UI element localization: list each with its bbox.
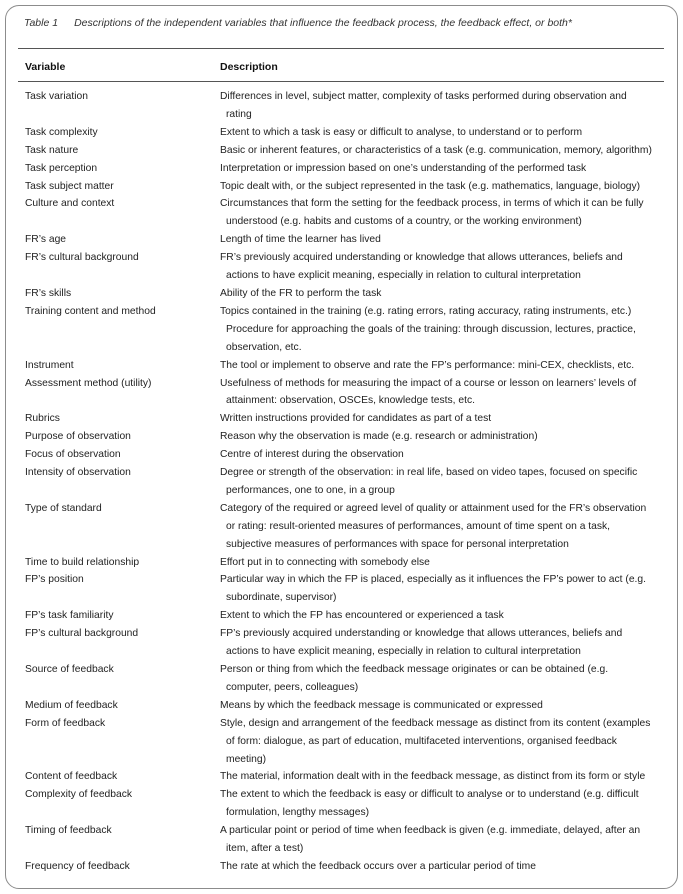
variable-cell: FR’s skills [25, 287, 72, 299]
description-line: FP’s previously acquired understanding or knowledge that allows utterances, beliefs and [220, 628, 623, 640]
table-row [0, 410, 683, 428]
description-line: Style, design and arrangement of the feedback message as distinct from its content (examples [220, 717, 651, 729]
table-row [0, 375, 683, 411]
table-label: Table 1 [24, 17, 59, 29]
table-row [0, 178, 683, 196]
description-cell [220, 410, 665, 428]
description-line: Usefulness of methods for measuring the impact of a course or lesson on learners’ levels of [220, 377, 637, 389]
description-cell [220, 554, 665, 572]
variable-cell: Source of feedback [25, 664, 114, 675]
description-cell [220, 786, 665, 822]
description-line: Extent to which the FP has encountered or experienced a task [220, 610, 504, 622]
description-cell [220, 88, 665, 124]
variable-cell: Content of feedback [25, 771, 118, 783]
variable-cell: Rubrics [25, 413, 60, 425]
description-cell [220, 303, 665, 357]
table-row [0, 697, 683, 715]
description-line: performances, one to one, in a group [226, 484, 395, 496]
column-header-variable: Variable [25, 61, 66, 73]
table-row [0, 500, 683, 554]
description-cell [220, 768, 665, 786]
description-line: A particular point or period of time when feedback is given (e.g. immediate, delayed, after an [220, 825, 641, 837]
table-row [0, 88, 683, 124]
description-cell [220, 124, 665, 142]
variable-cell: Training content and method [25, 305, 156, 317]
description-line: FR’s previously acquired understanding or knowledge that allows utterances, beliefs and [220, 252, 623, 264]
table-title: Descriptions of the independent variables that influence the feedback process, the feedback effect, or both* [74, 17, 572, 29]
table-row [0, 303, 683, 357]
variable-cell: Intensity of observation [25, 467, 131, 479]
description-cell [220, 231, 665, 249]
description-line: The extent to which the feedback is easy or difficult to analyse or to understand (e.g. difficult [220, 789, 639, 801]
variable-cell: Culture and context [25, 198, 115, 210]
description-line: Person or thing from which the feedback message originates or can be obtained (e.g. [220, 664, 609, 675]
variable-cell: FP’s position [25, 574, 84, 586]
description-line: Length of time the learner has lived [220, 234, 381, 246]
variable-cell: FP’s task familiarity [25, 610, 114, 622]
description-line: of form: dialogue, as part of education, multifaceted interventions, organised feedback [226, 735, 617, 747]
table-row [0, 607, 683, 625]
table-row [0, 428, 683, 446]
column-header-description: Description [220, 61, 278, 73]
description-cell [220, 446, 665, 464]
top-rule [18, 48, 664, 49]
variable-cell: Instrument [25, 359, 74, 371]
description-cell [220, 822, 665, 858]
table-row [0, 357, 683, 375]
table-body [0, 88, 683, 876]
variable-cell: Task perception [25, 162, 98, 174]
description-line: Means by which the feedback message is communicated or expressed [220, 699, 543, 711]
table-row [0, 786, 683, 822]
variable-cell: Medium of feedback [25, 699, 118, 711]
table-row [0, 160, 683, 178]
description-cell [220, 357, 665, 375]
description-line: Written instructions provided for candidates as part of a test [220, 413, 492, 425]
variable-cell: Complexity of feedback [25, 789, 133, 801]
description-line: item, after a test) [226, 843, 304, 855]
variable-cell: Frequency of feedback [25, 860, 130, 872]
description-line: Particular way in which the FP is placed, especially as it influences the FP’s power to act (e.g. [220, 574, 646, 586]
description-cell [220, 500, 665, 554]
table-row [0, 195, 683, 231]
description-line: subordinate, supervisor) [226, 592, 337, 604]
description-line: attainment: observation, OSCEs, knowledge tests, etc. [226, 395, 475, 407]
variable-cell: Purpose of observation [25, 431, 131, 443]
variable-cell: FP’s cultural background [25, 628, 139, 640]
description-line: The rate at which the feedback occurs over a particular period of time [220, 860, 536, 872]
table-row [0, 142, 683, 160]
description-cell [220, 697, 665, 715]
header-rule [18, 81, 664, 82]
description-cell [220, 625, 665, 661]
table-row [0, 571, 683, 607]
table-row [0, 858, 683, 876]
description-line: Ability of the FR to perform the task [220, 287, 382, 299]
variable-cell: Task nature [25, 144, 79, 156]
description-line: computer, peers, colleagues) [226, 681, 359, 693]
table-row [0, 464, 683, 500]
description-line: The tool or implement to observe and rate the FP’s performance: mini-CEX, checklists, etc. [220, 359, 635, 371]
variable-cell: FR’s cultural background [25, 252, 139, 264]
table-row [0, 554, 683, 572]
description-cell [220, 858, 665, 876]
description-cell [220, 249, 665, 285]
description-cell [220, 375, 665, 411]
variable-cell: Form of feedback [25, 717, 106, 729]
table-row [0, 285, 683, 303]
description-line: Procedure for approaching the goals of the training: through discussion, lectures, practice, [226, 323, 636, 335]
description-line: Differences in level, subject matter, complexity of tasks performed during observation and [220, 91, 627, 102]
variable-cell: FR’s age [25, 234, 67, 246]
variable-cell: Focus of observation [25, 449, 121, 461]
description-cell [220, 571, 665, 607]
description-cell [220, 715, 665, 769]
description-cell [220, 178, 665, 196]
description-line: formulation, lengthy messages) [226, 807, 370, 819]
description-line: The material, information dealt with in the feedback message, as distinct from its form or style [220, 771, 646, 783]
description-line: meeting) [226, 753, 267, 765]
description-line: or rating: result-oriented measures of performances, amount of time spent on a task, [226, 520, 611, 532]
variable-cell: Task subject matter [25, 180, 114, 192]
table-row [0, 661, 683, 697]
table-row [0, 446, 683, 464]
table-row [0, 231, 683, 249]
description-line: Category of the required or agreed level of quality or attainment used for the FR’s observation [220, 502, 647, 514]
description-cell [220, 661, 665, 697]
description-cell [220, 464, 665, 500]
description-cell [220, 160, 665, 178]
table-row [0, 822, 683, 858]
variable-cell: Time to build relationship [25, 556, 140, 568]
description-cell [220, 428, 665, 446]
variable-cell: Type of standard [25, 502, 102, 514]
table-row [0, 249, 683, 285]
description-line: Degree or strength of the observation: in real life, based on video tapes, focused on specific [220, 467, 638, 479]
table-row [0, 768, 683, 786]
table-row [0, 625, 683, 661]
description-line: Circumstances that form the setting for the feedback process, in terms of which it can be fully [220, 198, 644, 210]
table-row [0, 124, 683, 142]
table-row [0, 715, 683, 769]
description-line: Centre of interest during the observation [220, 449, 404, 461]
description-line: Topic dealt with, or the subject represented in the task (e.g. mathematics, language, biology) [220, 180, 641, 192]
description-line: Interpretation or impression based on one’s understanding of the performed task [220, 162, 587, 174]
description-cell [220, 607, 665, 625]
description-line: Reason why the observation is made (e.g. research or administration) [220, 431, 538, 443]
description-line: actions to have explicit meaning, especially in relation to cultural interpretation [226, 646, 581, 658]
description-line: observation, etc. [226, 341, 302, 353]
description-line: actions to have explicit meaning, especially in relation to cultural interpretation [226, 270, 581, 282]
description-cell [220, 195, 665, 231]
table-caption [24, 17, 572, 29]
variable-cell: Task variation [25, 91, 88, 102]
description-cell [220, 285, 665, 303]
description-line: Topics contained in the training (e.g. rating errors, rating accuracy, rating instruments, etc.) [220, 305, 632, 317]
description-line: Basic or inherent features, or characteristics of a task (e.g. communication, memory, algorithm) [220, 144, 652, 156]
variable-cell: Timing of feedback [25, 825, 112, 837]
description-line: understood (e.g. habits and customs of a country, or the working environment) [226, 216, 582, 228]
variable-cell: Task complexity [25, 126, 98, 138]
description-line: Effort put in to connecting with somebody else [220, 556, 430, 568]
description-line: Extent to which a task is easy or difficult to analyse, to understand or to perform [220, 126, 583, 138]
description-line: subjective measures of performances with space for personal interpretation [226, 538, 569, 550]
description-line: rating [226, 108, 252, 120]
variable-cell: Assessment method (utility) [25, 377, 152, 389]
description-cell [220, 142, 665, 160]
